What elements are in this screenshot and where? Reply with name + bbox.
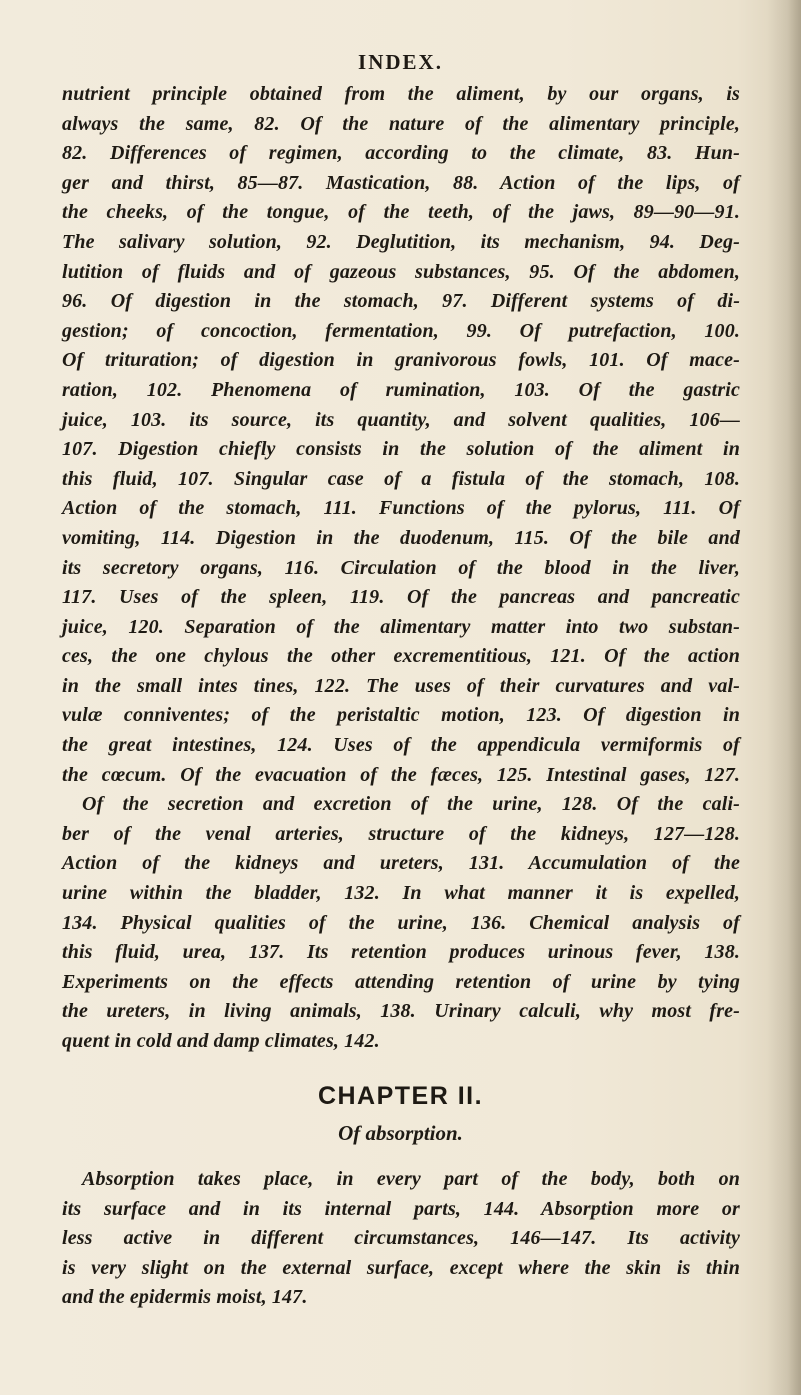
- text-line: and the epidermis moist, 147.: [62, 1286, 308, 1309]
- text-line: its surface and in its internal parts, 144. Absorption more or: [62, 1197, 740, 1220]
- text-line: always the same, 82. Of the nature of the alimentary principle,: [62, 112, 740, 135]
- text-line: its secretory organs, 116. Circulation of the blood in the liver,: [62, 556, 740, 579]
- text-line: juice, 103. its source, its quantity, and solvent qualities, 106—: [62, 408, 740, 431]
- text-line: the cheeks, of the tongue, of the teeth, of the jaws, 89—90—91.: [62, 201, 740, 224]
- text-line: Of trituration; of digestion in granivorous fowls, 101. Of mace-: [62, 349, 740, 372]
- text-line: the great intestines, 124. Uses of the appendicula vermiformis of: [62, 734, 740, 757]
- text-line: 82. Differences of regimen, according to the climate, 83. Hun-: [62, 142, 740, 165]
- text-line: 117. Uses of the spleen, 119. Of the pancreas and pancreatic: [62, 586, 740, 609]
- text-line: nutrient principle obtained from the aliment, by our organs, is: [62, 83, 740, 105]
- text-line: 107. Digestion chiefly consists in the solution of the aliment in: [62, 438, 740, 461]
- running-head: INDEX.: [358, 50, 443, 74]
- text-line: ger and thirst, 85—87. Mastication, 88. Action of the lips, of: [62, 171, 740, 194]
- text-line: quent in cold and damp climates, 142.: [62, 1030, 380, 1052]
- text-line: the cœcum. Of the evacuation of the fæces, 125. Intestinal gases, 127.: [62, 763, 740, 786]
- text-line: vomiting, 114. Digestion in the duodenum, 115. Of the bile and: [62, 526, 740, 549]
- page-edge-shadow: [767, 0, 801, 1395]
- text-line: in the small intes tines, 122. The uses of their curvatures and val-: [62, 674, 740, 697]
- text-line: this fluid, 107. Singular case of a fistula of the stomach, 108.: [62, 467, 740, 490]
- index-paragraph-digestion: [62, 80, 740, 1057]
- text-line: The salivary solution, 92. Deglutition, its mechanism, 94. Deg-: [62, 230, 740, 253]
- chapter-subtitle: Of absorption.: [338, 1121, 463, 1145]
- text-line: 96. Of digestion in the stomach, 97. Different systems of di-: [62, 290, 740, 313]
- chapter-title: CHAPTER II.: [317, 1082, 484, 1110]
- text-line: Action of the kidneys and ureters, 131. Accumulation of the: [62, 852, 740, 875]
- text-line: gestion; of concoction, fermentation, 99. Of putrefaction, 100.: [62, 319, 740, 342]
- text-line: 134. Physical qualities of the urine, 136. Chemical analysis of: [62, 911, 740, 934]
- text-line: is very slight on the external surface, except where the skin is thin: [62, 1256, 740, 1279]
- text-line: Experiments on the effects attending retention of urine by tying: [62, 970, 740, 993]
- text-line: vulæ conniventes; of the peristaltic motion, 123. Of digestion in: [62, 704, 740, 727]
- text-line: juice, 120. Separation of the alimentary matter into two substan-: [62, 615, 740, 638]
- text-line: this fluid, urea, 137. Its retention produces urinous fever, 138.: [62, 941, 740, 964]
- text-line: urine within the bladder, 132. In what manner it is expelled,: [62, 882, 740, 905]
- text-line: ces, the one chylous the other excrementitious, 121. Of the action: [62, 645, 740, 668]
- text-line: Action of the stomach, 111. Functions of the pylorus, 111. Of: [62, 497, 740, 520]
- text-line: Of the secretion and excretion of the urine, 128. Of the cali-: [82, 793, 740, 816]
- text-line: ration, 102. Phenomena of rumination, 103. Of the gastric: [62, 378, 740, 401]
- text-line: ber of the venal arteries, structure of the kidneys, 127—128.: [62, 822, 740, 845]
- text-line: lutition of fluids and of gazeous substances, 95. Of the abdomen,: [62, 260, 740, 283]
- index-paragraph-absorption: [62, 1165, 740, 1313]
- text-line: the ureters, in living animals, 138. Urinary calculi, why most fre-: [62, 1000, 740, 1023]
- text-line: Absorption takes place, in every part of the body, both on: [82, 1168, 740, 1190]
- text-line: less active in different circumstances, 146—147. Its activity: [62, 1227, 740, 1250]
